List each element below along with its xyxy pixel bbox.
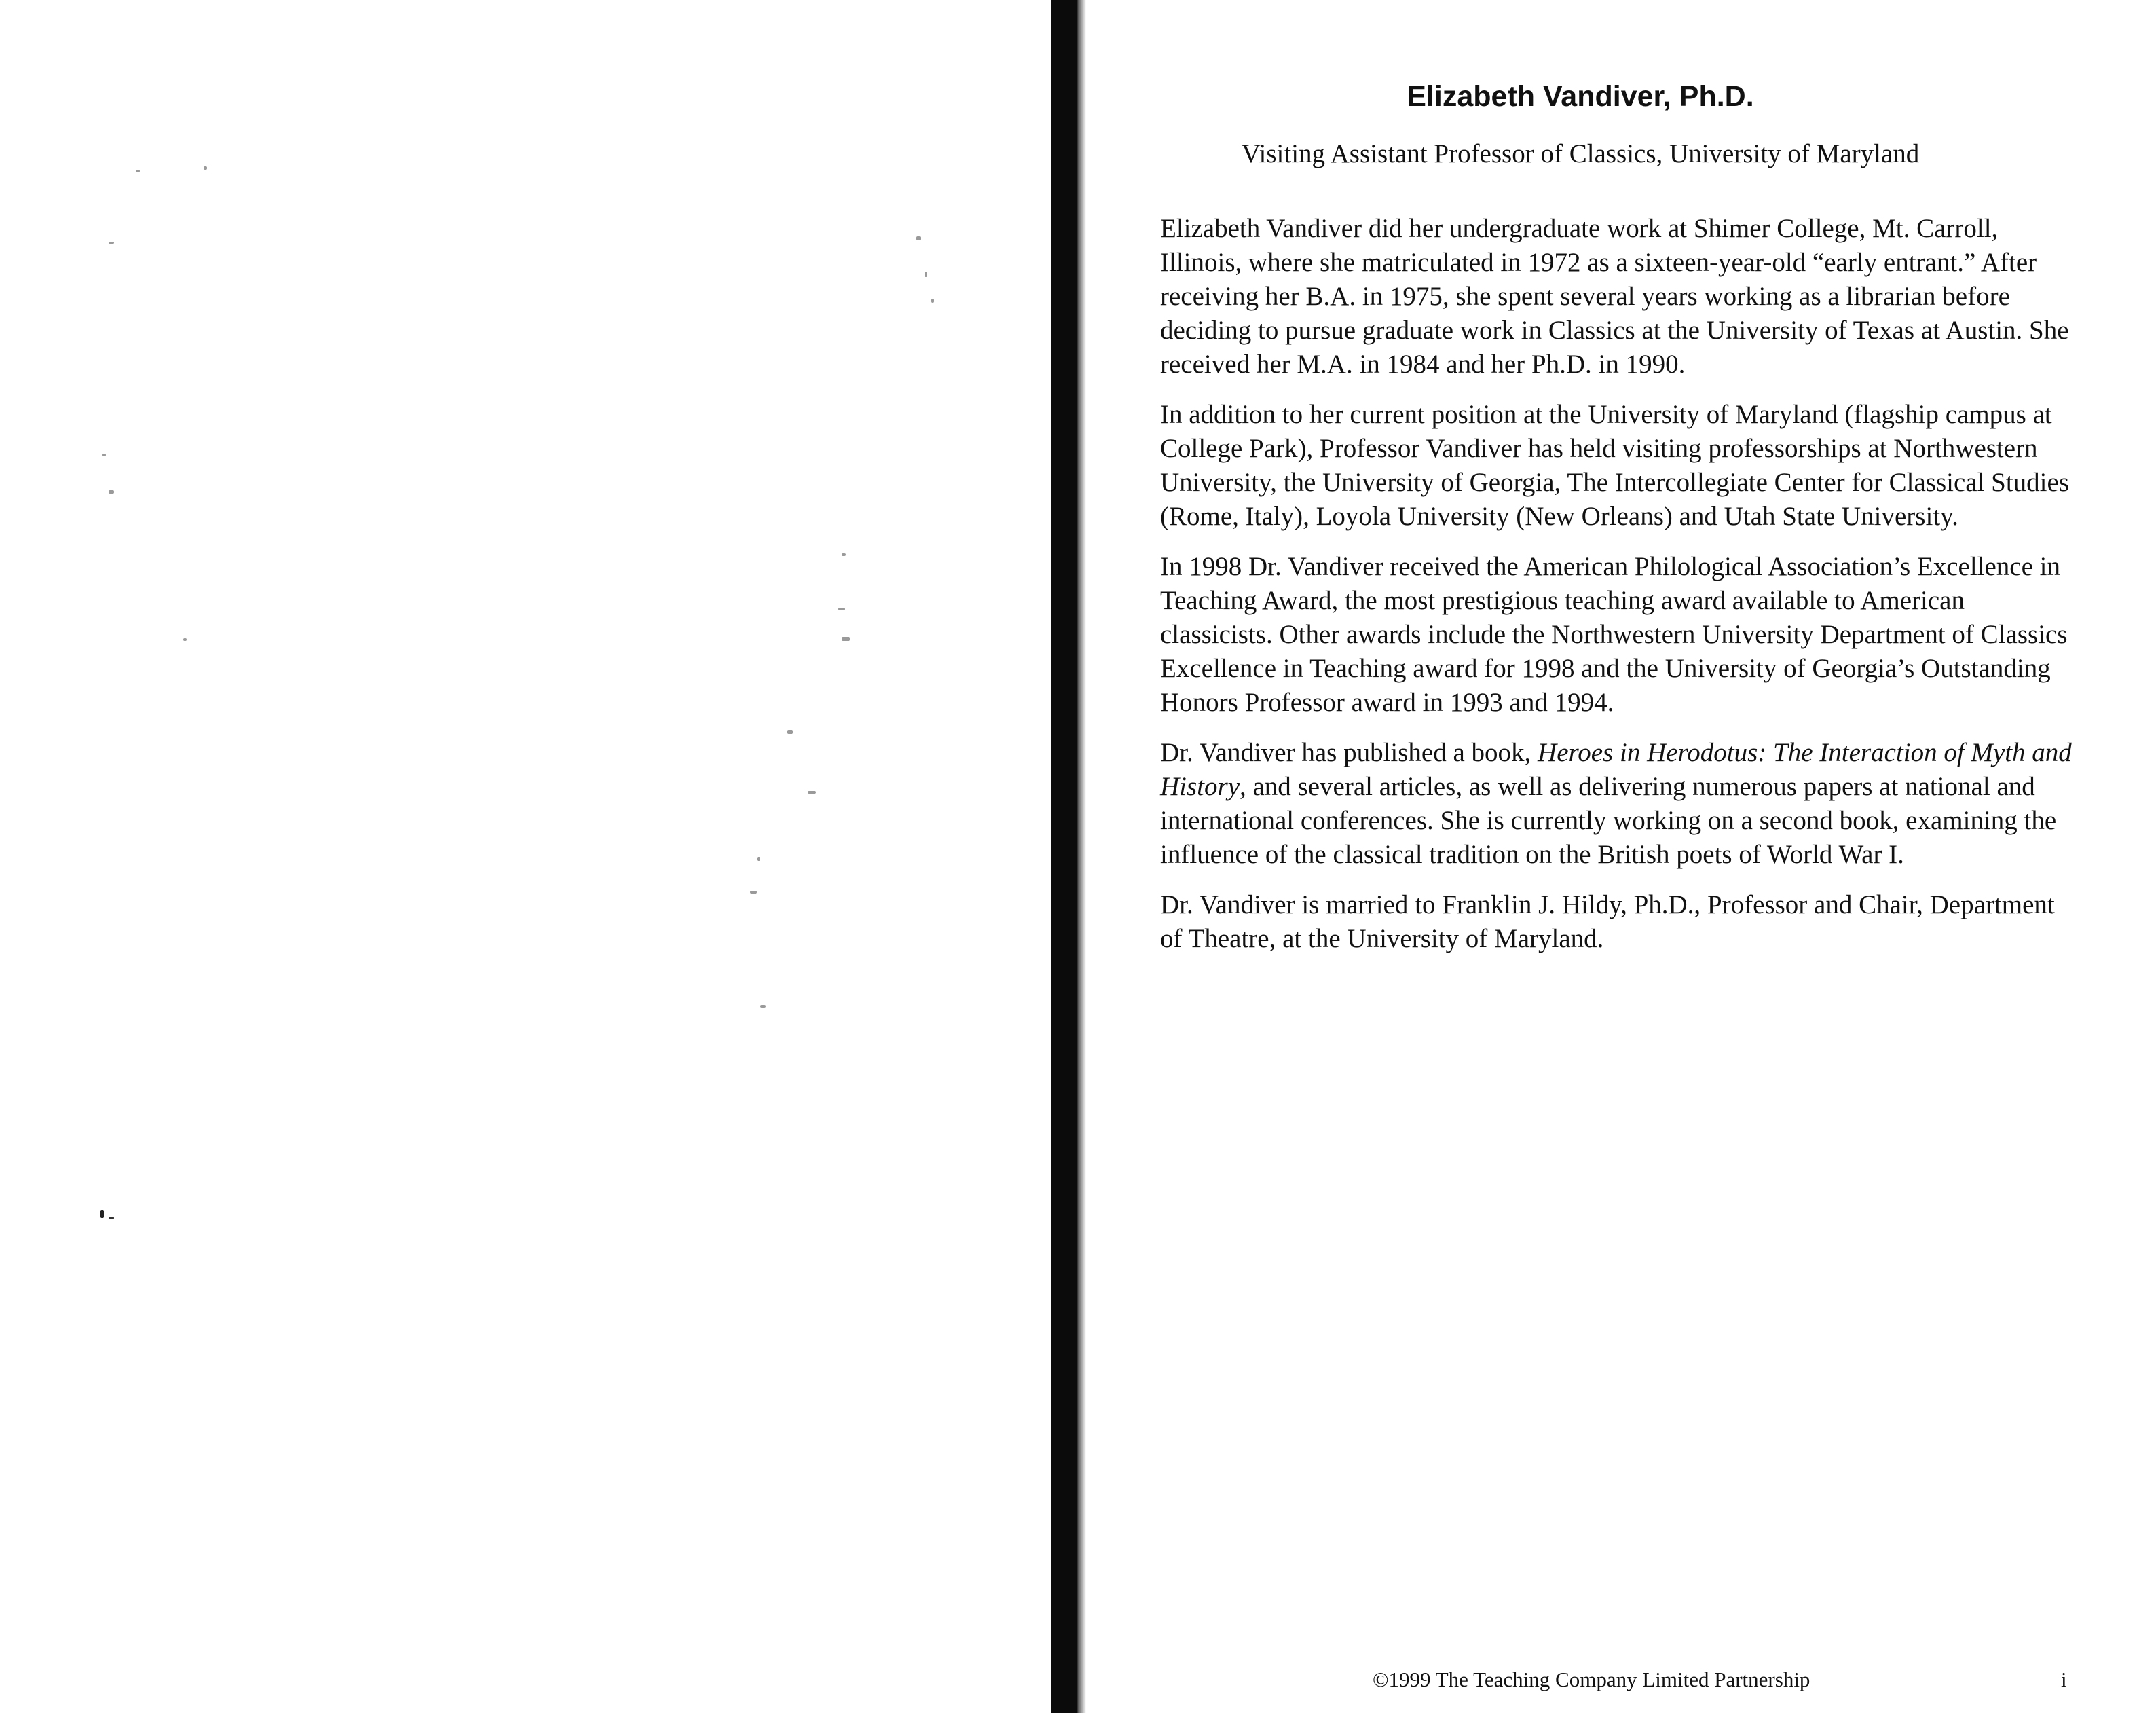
- scan-speck: [102, 454, 106, 456]
- scan-speck: [109, 1217, 114, 1219]
- scan-speck: [757, 857, 760, 861]
- book-spine-shadow: [1051, 0, 1078, 1713]
- scan-speck: [787, 730, 793, 734]
- scan-speck: [842, 637, 850, 641]
- scan-speck: [109, 490, 114, 494]
- scan-speck: [842, 553, 846, 556]
- biography: [1160, 212, 2073, 972]
- publications-intro: Dr. Vandiver has published a book,: [1160, 738, 1538, 767]
- scan-speck: [931, 299, 934, 303]
- scan-speck: [100, 1210, 104, 1218]
- book-title: Heroes in Herodotus: The Interaction of Myth and History: [1160, 738, 2072, 801]
- blank-left-page: [0, 0, 1049, 1713]
- author-title: Visiting Assistant Professor of Classics, University of Maryland: [1241, 139, 1920, 168]
- publications-details: , and several articles, as well as delivering numerous papers at national and international conferences. She is currently working on a second book, examining the influence of the classical tradition on the British poets of World War I.: [1160, 772, 2057, 869]
- scan-speck: [109, 242, 114, 244]
- copyright-footer: ©1999 The Teaching Company Limited Partnership: [1373, 1668, 1810, 1691]
- scan-speck: [760, 1005, 766, 1008]
- author-name: Elizabeth Vandiver, Ph.D.: [1407, 80, 1754, 113]
- bio-paragraph-publications: [1160, 736, 2073, 872]
- scan-speck: [838, 608, 845, 610]
- bio-paragraph-personal: Dr. Vandiver is married to Franklin J. Hildy, Ph.D., Professor and Chair, Department of Theatre, at the University of Maryland.: [1160, 890, 2055, 953]
- scan-speck: [925, 272, 927, 277]
- scan-speck: [183, 638, 187, 641]
- scan-speck: [916, 236, 921, 240]
- bio-paragraph-education: Elizabeth Vandiver did her undergraduate work at Shimer College, Mt. Carroll, Illinois, where she matriculated in 1972 as a sixteen-year-old “early entrant.” After receiving her B.A. in 1975, she spent several years working as a librarian before deciding to pursue graduate work in Classics at the University of Texas at Austin. She received her M.A. in 1984 and her Ph.D. in 1990.: [1160, 214, 2069, 379]
- scan-speck: [204, 166, 207, 170]
- book-spine-edge: [1077, 0, 1086, 1713]
- page-number: i: [2061, 1668, 2067, 1691]
- scan-speck: [808, 791, 816, 794]
- scan-speck: [750, 891, 757, 894]
- bio-paragraph-positions: In addition to her current position at the University of Maryland (flagship campus at College Park), Professor Vandiver has held visiting professorships at Northwestern University, the University of Georgia, The Intercollegiate Center for Classical Studies (Rome, Italy), Loyola University (New Orleans) and Utah State University.: [1160, 400, 2070, 531]
- scan-speck: [136, 170, 140, 172]
- bio-paragraph-awards: In 1998 Dr. Vandiver received the American Philological Association’s Excellence in Teaching Award, the most prestigious teaching award available to American classicists. Other awards include the Northwestern University Department of Classics Excellence in Teaching award for 1998 and the University of Georgia’s Outstanding Honors Professor award in 1993 and 1994.: [1160, 552, 2068, 717]
